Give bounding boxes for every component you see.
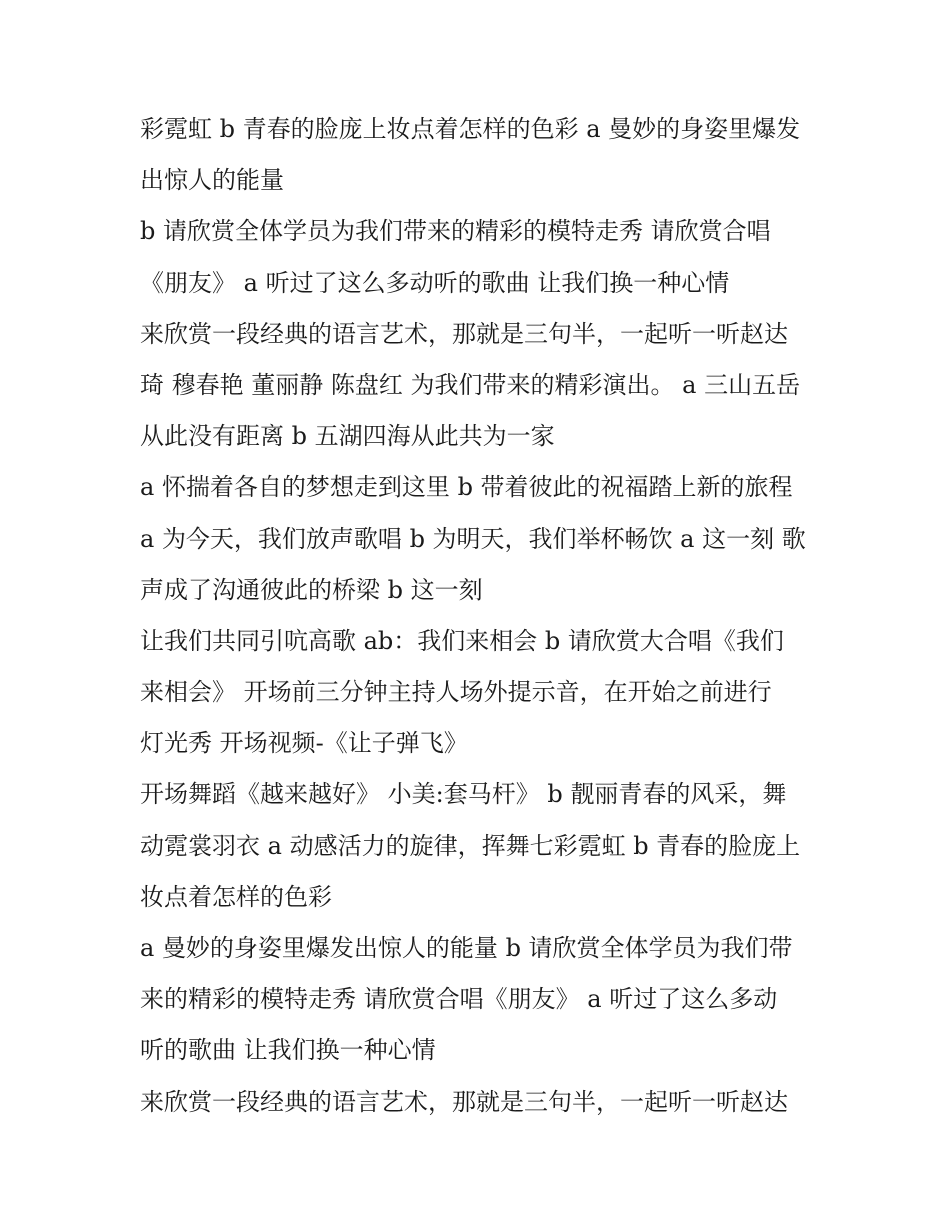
text-line: a 曼妙的身姿里爆发出惊人的能量 b 请欣赏全体学员为我们带: [140, 934, 793, 962]
text-line: 妆点着怎样的色彩: [140, 882, 332, 911]
text-line: 让我们共同引吭高歌 ab：我们来相会 b 请欣赏大合唱《我们: [140, 626, 784, 655]
document-body: [140, 104, 820, 1128]
text-line: 来欣赏一段经典的语言艺术，那就是三句半，一起听一听赵达: [140, 1087, 788, 1116]
text-line: 听的歌曲 让我们换一种心情: [140, 1036, 436, 1065]
text-line: 来欣赏一段经典的语言艺术，那就是三句半，一起听一听赵达: [140, 319, 788, 348]
text-line: 琦 穆春艳 董丽静 陈盘红 为我们带来的精彩演出。 a 三山五岳: [140, 370, 801, 399]
text-line: 从此没有距离 b 五湖四海从此共为一家: [140, 422, 555, 451]
text-line: 来相会》 开场前三分钟主持人场外提示音，在开始之前进行: [140, 678, 772, 707]
text-line: 灯光秀 开场视频-《让子弹飞》: [140, 729, 468, 758]
text-line: 彩霓虹 b 青春的脸庞上妆点着怎样的色彩 a 曼妙的身姿里爆发: [140, 115, 801, 143]
text-line: 来的精彩的模特走秀 请欣赏合唱《朋友》 a 听过了这么多动: [140, 985, 778, 1014]
text-line: 《朋友》 a 听过了这么多动听的歌曲 让我们换一种心情: [140, 268, 730, 297]
text-line: 动霓裳羽衣 a 动感活力的旋律，挥舞七彩霓虹 b 青春的脸庞上: [140, 831, 801, 860]
text-line: a 为今天，我们放声歌唱 b 为明天，我们举杯畅饮 a 这一刻 歌: [140, 524, 806, 553]
text-line: 声成了沟通彼此的桥梁 b 这一刻: [140, 575, 483, 604]
text-line: a 怀揣着各自的梦想走到这里 b 带着彼此的祝福踏上新的旅程: [140, 473, 793, 502]
text-line: 开场舞蹈《越来越好》 小美:套马杆》 b 靓丽青春的风采，舞: [140, 780, 787, 809]
text-line: b 请欣赏全体学员为我们带来的精彩的模特走秀 请欣赏合唱: [140, 217, 771, 246]
text-line: 出惊人的能量: [140, 166, 284, 195]
